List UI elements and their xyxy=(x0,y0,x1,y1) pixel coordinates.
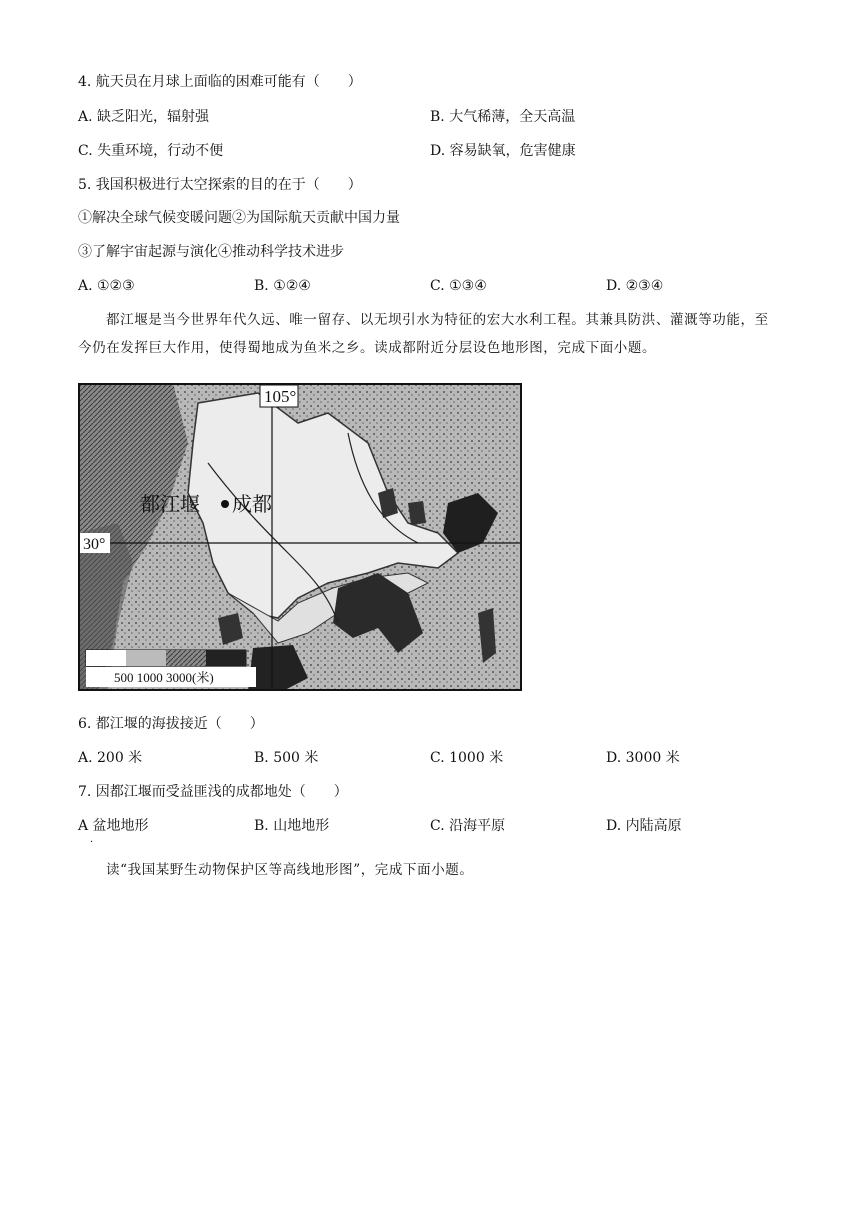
q7-option-a[interactable]: A 盆地地形 xyxy=(78,818,149,834)
q4-stem: 4. 航天员在月球上面临的困难可能有（ ） xyxy=(78,74,362,90)
q5-option-d[interactable]: D. ②③④ xyxy=(606,278,664,294)
wildlife-reserve-passage-text: 读“我国某野生动物保护区等高线地形图”，完成下面小题。 xyxy=(106,862,474,878)
legend-values-label: 500 1000 3000(米) xyxy=(114,670,214,685)
chengdu-terrain-map xyxy=(78,383,522,691)
wildlife-reserve-passage xyxy=(78,856,778,884)
chengdu-label: 成都 xyxy=(232,492,272,516)
hill-blob-small-2 xyxy=(408,501,426,525)
dujiangyan-passage xyxy=(78,306,778,362)
terrain-map-graphic xyxy=(78,383,522,691)
chengdu-marker xyxy=(221,500,229,508)
legend-swatch-4 xyxy=(206,650,246,666)
q5-stem: 5. 我国积极进行太空探索的目的在于（ ） xyxy=(78,177,362,193)
q5-option-c[interactable]: C. ①③④ xyxy=(430,278,487,294)
latitude-label: 30° xyxy=(83,536,106,553)
q6-option-c[interactable]: C. 1000 米 xyxy=(430,750,504,766)
q6-option-d[interactable]: D. 3000 米 xyxy=(606,750,680,766)
q7-option-c[interactable]: C. 沿海平原 xyxy=(430,818,506,834)
q7-option-b[interactable]: B. 山地地形 xyxy=(254,818,330,834)
q4-option-b[interactable]: B. 大气稀薄，全天高温 xyxy=(430,109,576,125)
longitude-label: 105° xyxy=(264,387,297,406)
legend-swatch-1 xyxy=(86,650,126,666)
q7-stem: 7. 因都江堰而受益匪浅的成都地处（ ） xyxy=(78,784,348,800)
q5-option-b[interactable]: B. ①②④ xyxy=(254,278,311,294)
q5-statement-line-2: ③了解宇宙起源与演化④推动科学技术进步 xyxy=(78,244,344,260)
q7-option-a-dot: · xyxy=(90,837,94,848)
q4-option-d[interactable]: D. 容易缺氧，危害健康 xyxy=(430,143,576,159)
legend-swatch-2 xyxy=(126,650,166,666)
q6-option-b[interactable]: B. 500 米 xyxy=(254,750,319,766)
q6-stem: 6. 都江堰的海拔接近（ ） xyxy=(78,716,264,732)
dujiangyan-label: 都江堰 xyxy=(140,492,200,516)
q4-option-c[interactable]: C. 失重环境，行动不便 xyxy=(78,143,224,159)
dujiangyan-passage-text: 都江堰是当今世界年代久远、唯一留存、以无坝引水为特征的宏大水利工程。其兼具防洪、灌溉等功能，至今仍在发挥巨大作用，使得蜀地成为鱼米之乡。读成都附近分层设色地形图，完成下面小题。 xyxy=(78,312,769,356)
q5-statement-line-1: ①解决全球气候变暖问题②为国际航天贡献中国力量 xyxy=(78,210,400,226)
q7-option-d[interactable]: D. 内陆高原 xyxy=(606,818,682,834)
legend-swatch-3 xyxy=(166,650,206,666)
q5-option-a[interactable]: A. ①②③ xyxy=(78,278,135,294)
q6-option-a[interactable]: A. 200 米 xyxy=(78,750,143,766)
q4-option-a[interactable]: A. 缺乏阳光，辐射强 xyxy=(78,109,210,125)
